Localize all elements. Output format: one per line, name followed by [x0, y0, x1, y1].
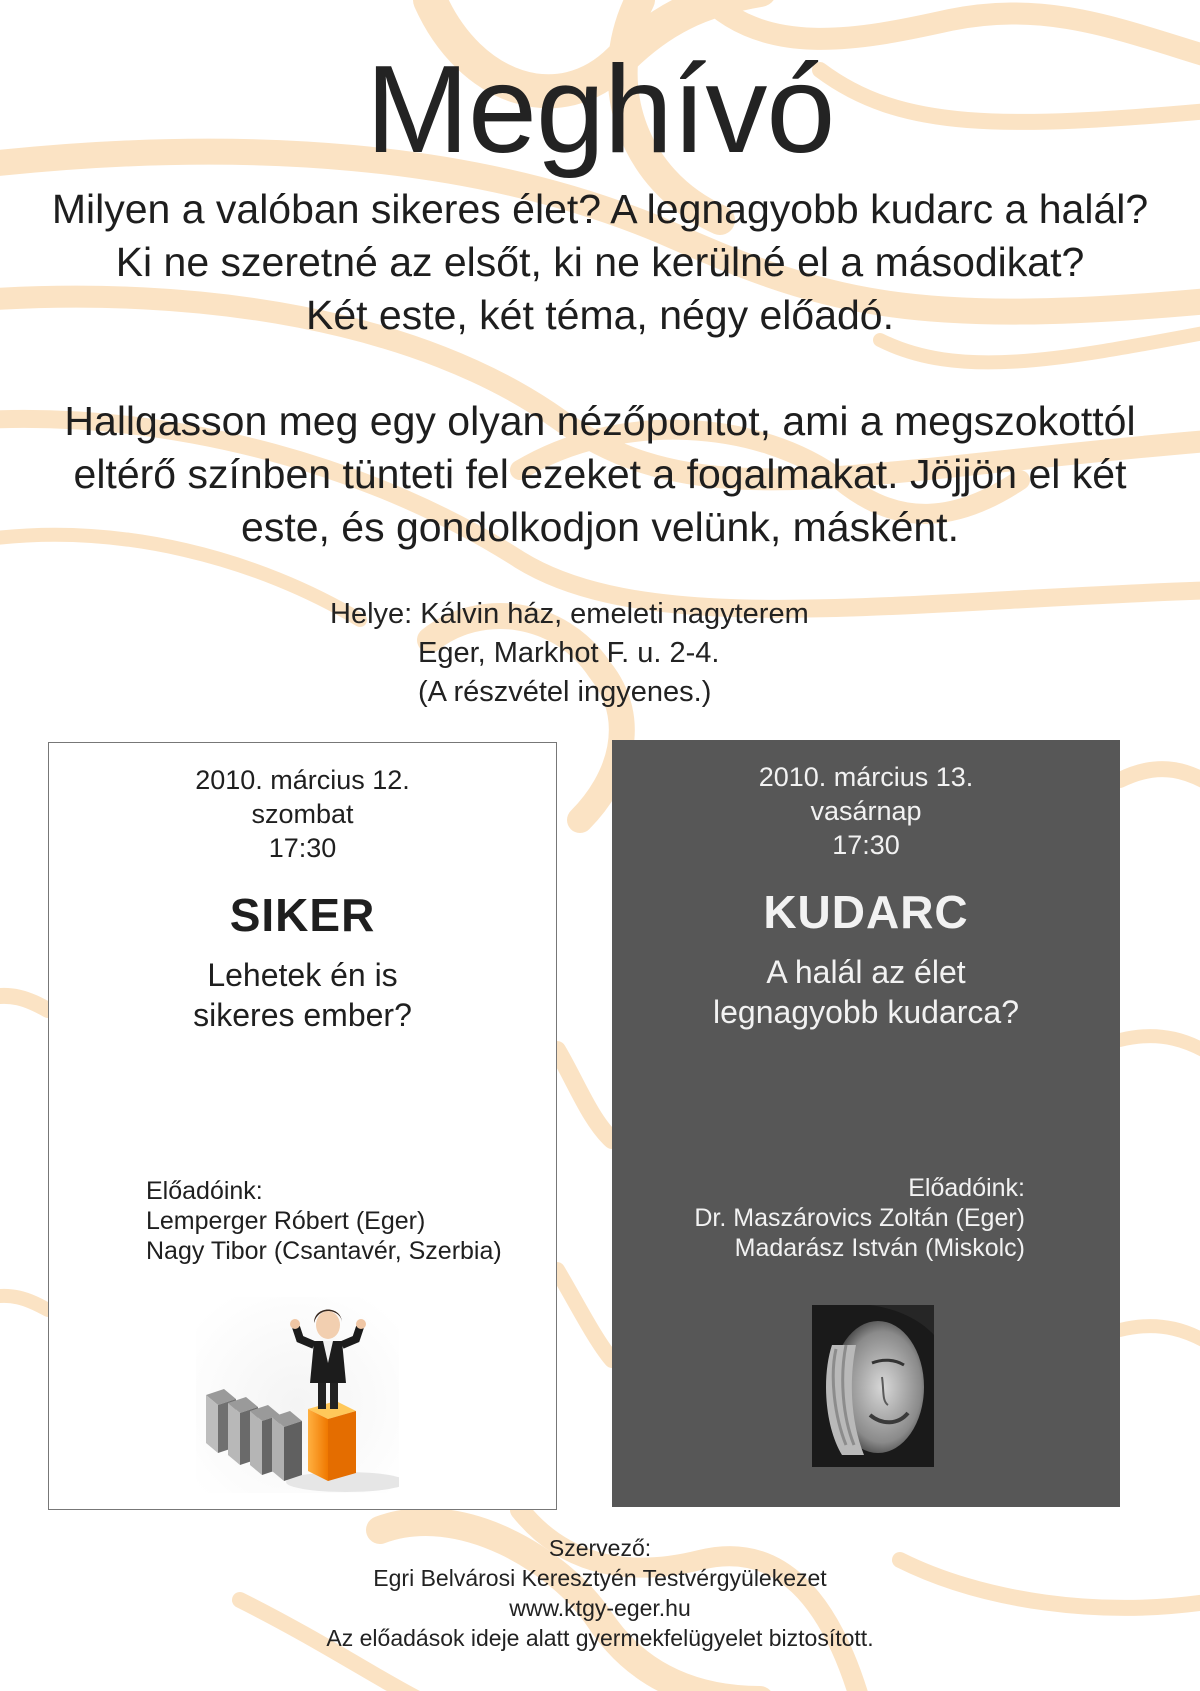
speakers-label: Előadóink:: [908, 1174, 1025, 1202]
venue-address: Eger, Markhot F. u. 2-4.: [418, 637, 720, 669]
intro-line: Két este, két téma, négy előadó.: [305, 292, 895, 338]
crying-woman-photo: [812, 1305, 934, 1467]
childcare-note: Az előadások ideje alatt gyermekfelügyelet biztosított.: [326, 1625, 874, 1651]
event-datetime: [612, 760, 1120, 862]
organizer-name: Egri Belvárosi Keresztyén Testvérgyülekezet: [373, 1565, 827, 1591]
event-card-failure: [612, 740, 1120, 1507]
intro-line: Ki ne szeretné az elsőt, ki ne kerülné el a másodikat?: [115, 239, 1085, 285]
website-link[interactable]: www.ktgy-eger.hu: [509, 1595, 691, 1621]
page-title: Meghívó: [365, 41, 835, 179]
event-date: 2010. március 13.: [758, 762, 974, 792]
event-datetime: [49, 763, 556, 865]
event-question-line: sikeres ember?: [193, 997, 412, 1033]
speaker-name: Dr. Maszárovics Zoltán (Eger): [694, 1204, 1025, 1232]
event-day: szombat: [251, 799, 354, 829]
venue-place: Kálvin ház, emeleti nagyterem: [420, 598, 809, 630]
businesswoman-on-rising-bars-photo: [196, 1297, 399, 1493]
venue-note: (A részvétel ingyenes.): [418, 676, 712, 708]
venue-info: [330, 595, 830, 712]
speakers-label: Előadóink:: [146, 1177, 263, 1205]
event-question-line: A halál az élet: [766, 954, 966, 990]
event-day: vasárnap: [810, 796, 922, 826]
intro-paragraph-1: [30, 183, 1170, 342]
event-topic: SIKER: [229, 889, 376, 941]
event-question: [49, 955, 556, 1035]
event-question-line: legnagyobb kudarca?: [712, 994, 1019, 1030]
intro-line: este, és gondolkodjon velünk, másként.: [241, 504, 959, 550]
event-card-success: [48, 742, 557, 1510]
event-date: 2010. március 12.: [195, 765, 410, 795]
footer: [0, 1533, 1200, 1653]
event-time: 17:30: [832, 830, 900, 860]
event-time: 17:30: [268, 833, 337, 863]
organizer-label: Szervező:: [548, 1535, 652, 1561]
event-topic: KUDARC: [763, 886, 969, 938]
speaker-name: Madarász István (Miskolc): [734, 1234, 1025, 1262]
event-speakers: [694, 1173, 1025, 1263]
intro-line: eltérő színben tünteti fel ezeket a fogalmakat. Jöjjön el két: [73, 451, 1127, 497]
intro-text: [30, 183, 1170, 607]
event-question: [612, 952, 1120, 1032]
intro-line: Milyen a valóban sikeres élet? A legnagyobb kudarc a halál?: [51, 186, 1149, 232]
intro-line: Hallgasson meg egy olyan nézőpontot, ami a megszokottól: [64, 398, 1136, 444]
venue-label: Helye:: [330, 598, 413, 630]
event-speakers: [146, 1176, 502, 1266]
intro-paragraph-2: [30, 395, 1170, 554]
speaker-name: Nagy Tibor (Csantavér, Szerbia): [146, 1237, 502, 1265]
event-question-line: Lehetek én is: [207, 957, 398, 993]
venue-place-row: [330, 595, 830, 634]
speaker-name: Lemperger Róbert (Eger): [146, 1207, 426, 1235]
